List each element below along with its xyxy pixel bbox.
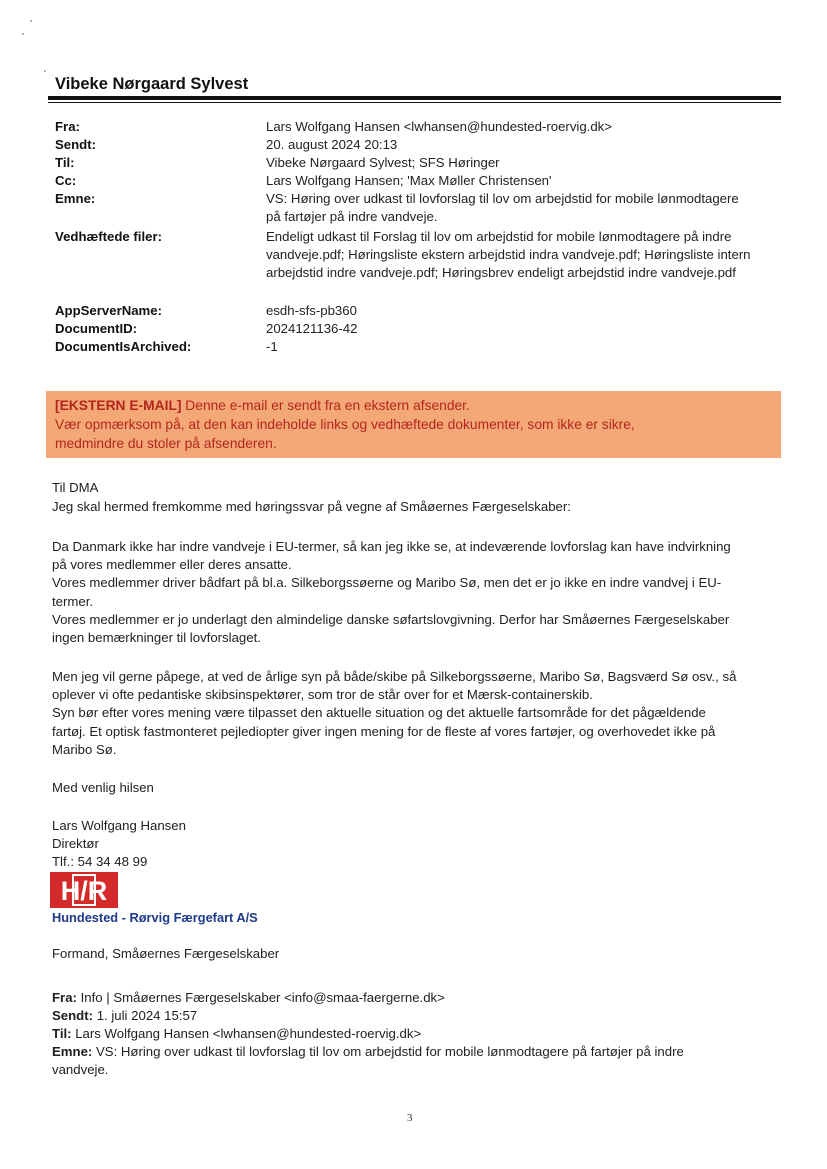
header-label: Cc: — [55, 173, 77, 188]
attachment-line[interactable]: arbejdstid indre vandveje.pdf; Høringsbrev endeligt arbejdstid indre vandveje.pdf — [266, 265, 736, 280]
attachment-line[interactable]: vandveje.pdf; Høringsliste ekstern arbejdstid indra vandveje.pdf; Høringsliste intern — [266, 247, 751, 262]
mailbox-owner-name: Vibeke Nørgaard Sylvest — [55, 75, 249, 93]
fwd-label: Til: — [52, 1026, 72, 1041]
company-name: Hundested - Rørvig Færgefart A/S — [52, 910, 258, 925]
header-value-line: VS: Høring over udkast til lovforslag til lov om arbejdstid for mobile lønmodtagere — [266, 191, 739, 206]
meta-label: AppServerName: — [55, 303, 163, 318]
paragraph-line: Vores medlemmer er jo underlagt den almindelige danske søfartslovgivning. Derfor har Småøernes Færgeselskaber — [52, 611, 730, 627]
paragraph-line: Vores medlemmer driver bådfart på bl.a. Silkeborgssøerne og Maribo Sø, men det er jo ikke en indre vandvej i EU- — [52, 575, 722, 591]
scan-speck — [44, 70, 46, 72]
fwd-to — [52, 1025, 782, 1043]
header-label: Til: — [55, 155, 75, 170]
warning-tag: [EKSTERN E-MAIL] — [55, 398, 182, 413]
fwd-value: Lars Wolfgang Hansen <lwhansen@hundested-roervig.dk> — [71, 1026, 422, 1041]
header-label: Fra: — [55, 119, 80, 134]
signature-name: Lars Wolfgang Hansen — [52, 818, 186, 833]
intro-line: Jeg skal hermed fremkomme med høringssvar på vegne af Småøernes Færgeselskaber: — [52, 499, 571, 514]
meta-value: 2024121136-42 — [266, 321, 358, 336]
paragraph-line: fartøj. Et optisk fastmonteret pejlediopter giver ingen mening for de fleste af vores fartøjer, og overhovedet ikke på — [52, 723, 716, 739]
warning-line: medmindre du stoler på afsenderen. — [55, 436, 277, 451]
warning-line: Vær opmærksom på, at den kan indeholde links og vedhæftede dokumenter, som ikke er sikre, — [55, 417, 635, 432]
meta-label: DocumentIsArchived: — [55, 339, 192, 354]
paragraph-line: Syn bør efter vores mening være tilpasset den aktuelle situation og det aktuelle fartsområde for det pågældende — [52, 705, 706, 721]
fwd-sent — [52, 1007, 782, 1025]
logo-text: H/R — [60, 876, 108, 906]
fwd-label: Sendt: — [52, 1008, 94, 1023]
fwd-subject — [52, 1043, 782, 1061]
header-value: Lars Wolfgang Hansen; 'Max Møller Christensen' — [266, 173, 552, 188]
closing: Med venlig hilsen — [52, 780, 154, 795]
warning-text: Denne e-mail er sendt fra en ekstern afsender. — [181, 398, 470, 413]
signature-phone: Tlf.: 54 34 48 99 — [52, 854, 148, 869]
header-divider-thin — [48, 102, 781, 103]
fwd-value: VS: Høring over udkast til lovforslag til lov om arbejdstid for mobile lønmodtagere på fartøjer på indre — [92, 1044, 684, 1059]
meta-value: -1 — [266, 339, 278, 354]
attachment-line[interactable]: Endeligt udkast til Forslag til lov om arbejdstid for mobile lønmodtagere på indre — [266, 229, 732, 244]
paragraph-line: Maribo Sø. — [52, 741, 117, 757]
header-value: Lars Wolfgang Hansen <lwhansen@hundested-roervig.dk> — [266, 119, 612, 134]
company-logo-icon — [50, 872, 118, 908]
scan-speck — [30, 20, 32, 22]
fwd-label: Fra: — [52, 990, 77, 1005]
header-label: Emne: — [55, 191, 96, 206]
fwd-subject-cont: vandveje. — [52, 1062, 109, 1077]
paragraph-1 — [52, 538, 782, 647]
header-label: Sendt: — [55, 137, 97, 152]
paragraph-line: oplever vi ofte pedantiske skibsinspektører, som tror de står over for et Mærsk-containerskib. — [52, 687, 593, 703]
external-email-warning — [46, 391, 781, 458]
paragraph-line: ingen bemærkninger til lovforslaget. — [52, 630, 261, 646]
header-value: 20. august 2024 20:13 — [266, 137, 398, 152]
header-value-line: på fartøjer på indre vandveje. — [266, 209, 438, 224]
greeting: Til DMA — [52, 480, 99, 495]
sender-role: Formand, Småøernes Færgeselskaber — [52, 946, 280, 961]
page-number: 3 — [407, 1112, 413, 1124]
paragraph-line: termer. — [52, 593, 94, 609]
fwd-from — [52, 989, 782, 1007]
header-label: Vedhæftede filer: — [55, 229, 162, 244]
paragraph-line: Da Danmark ikke har indre vandveje i EU-termer, så kan jeg ikke se, at indeværende lovforslag kan have indvirkning — [52, 539, 731, 554]
paragraph-line: Men jeg vil gerne påpege, at ved de årlige syn på både/skibe på Silkeborgssøerne, Maribo Sø, Bagsværd Sø osv., så — [52, 669, 737, 684]
header-divider — [48, 96, 781, 100]
warning-line — [55, 396, 781, 415]
meta-label: DocumentID: — [55, 321, 138, 336]
paragraph-line: på vores medlemmer eller deres ansatte. — [52, 557, 292, 573]
fwd-value: 1. juli 2024 15:57 — [93, 1008, 198, 1023]
header-value: Vibeke Nørgaard Sylvest; SFS Høringer — [266, 155, 500, 170]
paragraph-2 — [52, 668, 782, 759]
scan-speck — [22, 33, 24, 35]
fwd-label: Emne: — [52, 1044, 93, 1059]
signature-title: Direktør — [52, 836, 99, 851]
meta-value: esdh-sfs-pb360 — [266, 303, 357, 318]
fwd-value: Info | Småøernes Færgeselskaber <info@smaa-faergerne.dk> — [76, 990, 445, 1005]
